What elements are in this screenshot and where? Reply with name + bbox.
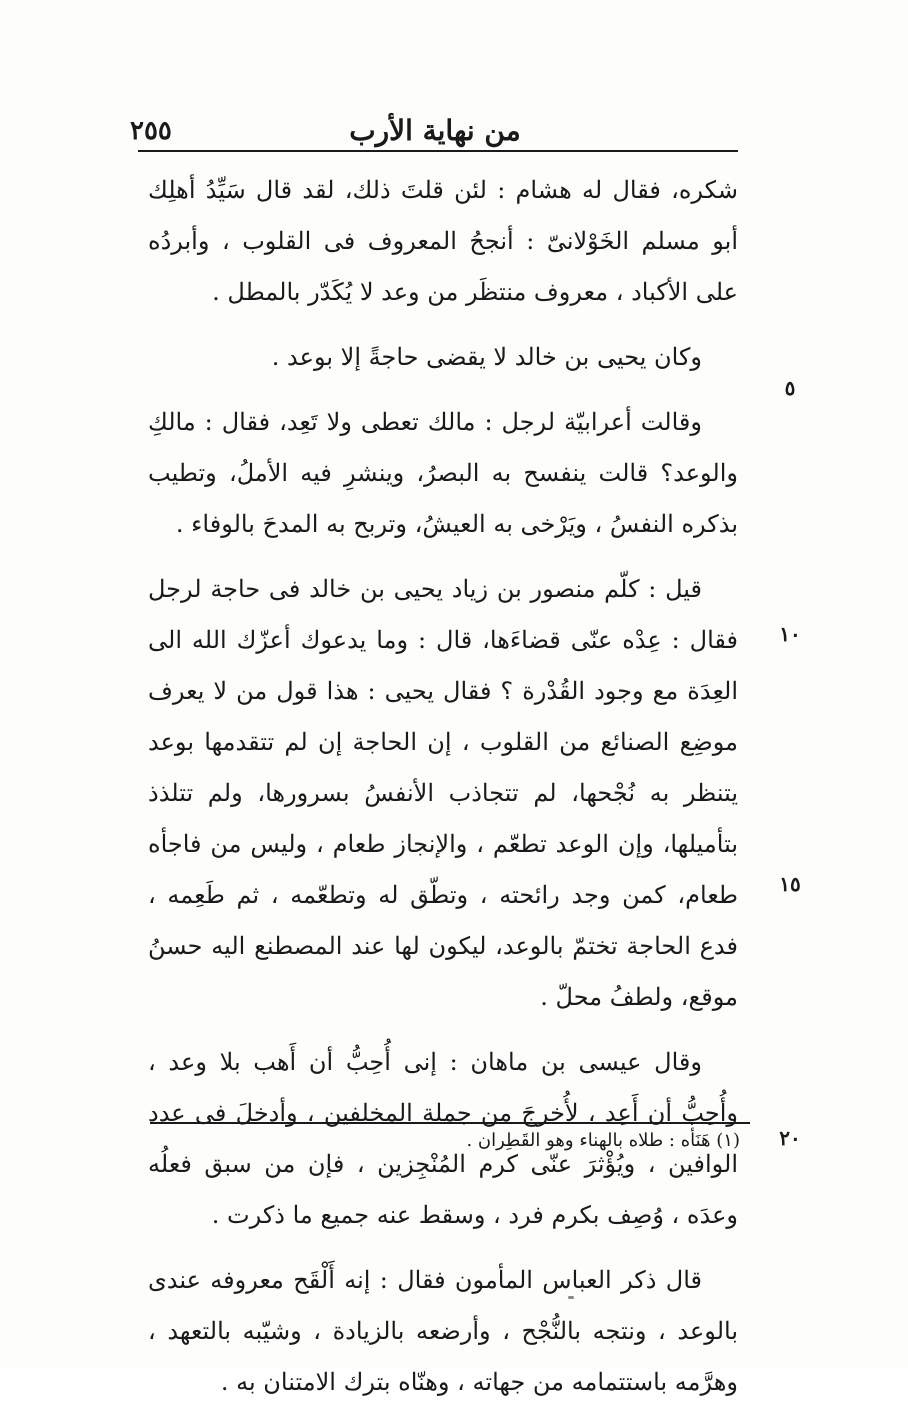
line-number-15: ١٥ [779,872,801,896]
paragraph-1: شكره، فقال له هشام : لئن قلتَ ذلك، لقد قال سَيِّدُ أهلِك أبو مسلم الخَوْلانىّ : أنجحُ المعروف فى القلوب ، وأبردُه على الأكباد ، معروف منتظَر من وعد لا يُكَدّر بالمطل . [148,176,738,306]
page-number: ٢٥٥ [130,116,172,146]
paragraph-4: قيل : كلّم منصور بن زياد يحيى بن خالد فى حاجة لرجل فقال : عِدْه عنّى قضاءَها، قال : وما يدعوك أعزّك الله الى العِدَة مع وجود القُدْرة ؟ فقال يحيى : هذا قول من لا يعرف موضِع الصنائع من القلوب ، إن الحاجة إن لم تتقدمها بوعد يتنظر به نُجْحها، لم تتجاذب الأنفسُ بسرورها، ولم تتلذذ بتأميلها، وإن الوعد تطعّم ، والإنجاز طعام ، وليس من فاجأه طعام، كمن وجد رائحته ، وتطّق له وتطعّمه ، ثم طَعِمه ، فدع الحاجة تختمّ بالوعد، ليكون لها عند المصطنع اليه حسنُ موقع، ولطفُ محلّ . [148,575,738,1011]
running-title: من نهاية الأرب [349,114,521,147]
footnote-rule [150,1122,750,1124]
paragraph-3: وقالت أعرابيّة لرجل : مالك تعطى ولا تَعِد، فقال : مالكِ والوعد؟ قالت ينفسح به البصرُ، وينشرِ فيه الأملُ، وتطيب بذكره النفسُ ، ويَرْخى به العيشُ، وتربح به المدحَ بالوفاء . [148,408,738,538]
paragraph-2: وكان يحيى بن خالد لا يقضى حاجةً إلا بوعد . [271,343,702,371]
line-number-20: ٢٠ [779,1126,801,1150]
line-number-10: ١٠ [779,622,801,646]
print-speck [568,1296,574,1299]
line-number-5: ٥ [784,376,796,400]
header-rule [138,150,738,152]
line-number-margin [760,0,820,1369]
page-header [130,108,740,152]
main-text [148,165,738,1422]
paragraph-5: وقال عيسى بن ماهان : إنى أُحِبُّ أن أَهب بلا وعد ، وأُحِبُّ أن أَعِد ، لأُخرجَ من جملة المخلفين ، وأدخلَ فى عدد الوافين ، ويُؤْثرَ عنّى كرم المُنْجِزين ، فإن من سبق فعلُه وعدَه ، وُصِف بكرم فرد ، وسقط عنه جميع ما ذكرت . [148,1048,738,1229]
paragraph-6: قال ذكر العباس المأمون فقال : إنه أَلْقَح معروفه عندى بالوعد ، ونتجه بالنُّجْح ، وأرضعه بالزيادة ، وشيّبه بالتعهد ، وهرَّمه باستتمامه من جهاته ، وهنّاه بترك الامتنان به . [148,1266,738,1396]
footnote: (١) هَنَأه : طلاه بالهناء وهو القَطِران . [466,1130,740,1151]
